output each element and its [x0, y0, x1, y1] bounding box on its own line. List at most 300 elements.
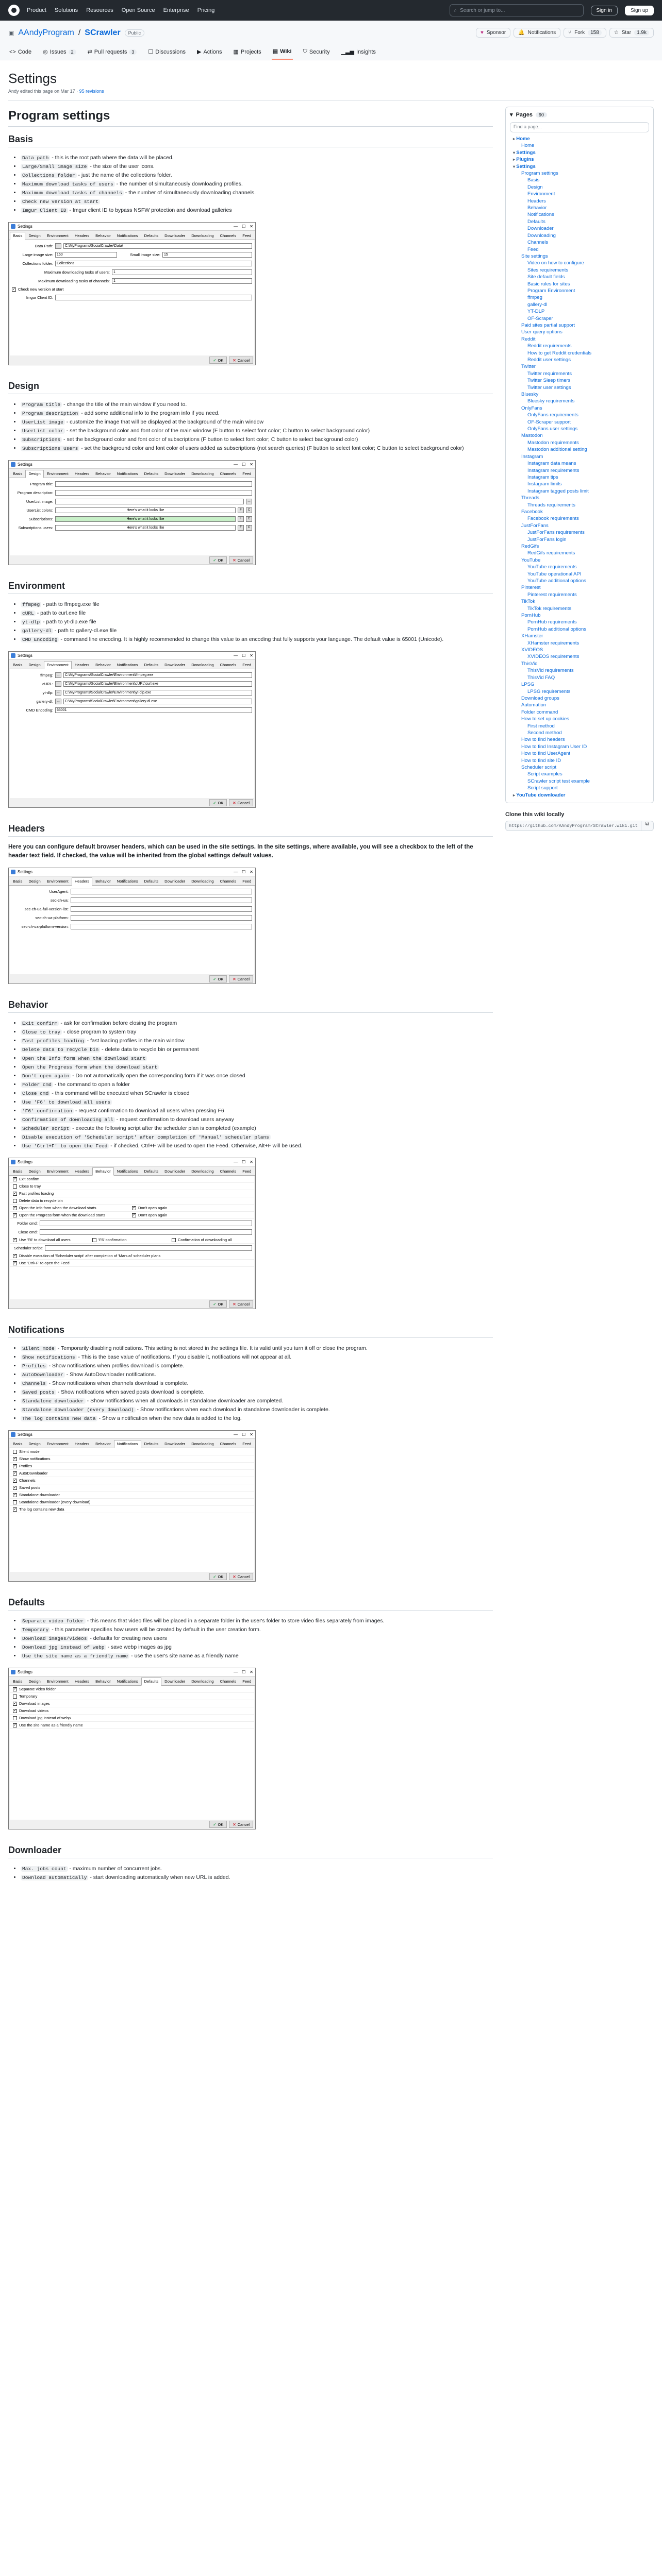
table-icon: ▦	[233, 49, 239, 55]
window-tab[interactable]: Channels	[220, 1442, 237, 1446]
list-item	[21, 1045, 493, 1054]
page-meta: Andy edited this page on Mar 17 · 95 revisions	[8, 89, 654, 100]
maximize-icon[interactable]: ☐	[242, 224, 246, 229]
window-tab[interactable]: Channels	[220, 663, 237, 667]
revisions-link[interactable]: 95 revisions	[79, 89, 104, 94]
window-tab[interactable]: Notifications	[117, 1169, 138, 1174]
tab-wiki[interactable]: ▤ Wiki	[272, 45, 293, 60]
check-version-checkbox[interactable]	[12, 287, 16, 292]
window-tab[interactable]: Environment	[46, 879, 69, 884]
list-item	[21, 1362, 493, 1370]
github-logo-icon[interactable]	[8, 5, 20, 16]
sidebar-page-link[interactable]: XHamster	[521, 633, 543, 639]
sidebar-page-link[interactable]: RedGifs requirements	[527, 550, 575, 556]
nav-resources[interactable]: Resources	[86, 7, 113, 13]
window-tab[interactable]: Notifications	[117, 879, 138, 884]
sidebar-page-link[interactable]: ▾ Settings	[510, 163, 649, 170]
window-tab[interactable]: Defaults	[144, 233, 159, 238]
sidebar-page-link[interactable]: YouTube operational API	[527, 571, 582, 577]
sidebar-page-link[interactable]: How to find Instagram User ID	[521, 743, 587, 750]
tab-pull-requests[interactable]: ⇄ Pull requests 3	[87, 45, 138, 60]
window-tab[interactable]: Behavior	[95, 663, 111, 667]
sidebar-page-link[interactable]: Behavior	[527, 205, 547, 211]
sidebar-page-link[interactable]: OnlyFans requirements	[527, 412, 578, 418]
repo-name-link[interactable]: SCrawler	[85, 28, 121, 37]
setting-name: yt-dlp	[21, 619, 41, 625]
list-item	[21, 1388, 493, 1397]
window-tab[interactable]: Design	[28, 663, 41, 667]
sidebar-page-link[interactable]: Twitter	[521, 364, 536, 370]
window-tab[interactable]: Behavior	[95, 879, 111, 884]
setting-name: Scheduler script	[21, 1126, 71, 1131]
sidebar-page-link[interactable]: Twitter Sleep timers	[527, 378, 571, 384]
sidebar-page-link[interactable]: Script support	[527, 785, 558, 791]
window-tab[interactable]: Headers	[74, 663, 90, 667]
sidebar-page-link[interactable]: Threads requirements	[527, 502, 575, 508]
sidebar-page-link[interactable]: Paid sites partial support	[521, 322, 575, 328]
setting-name: Use the site name as a friendly name	[21, 1653, 129, 1659]
window-tab[interactable]: Design	[28, 1442, 41, 1446]
window-tab[interactable]: Headers	[74, 233, 90, 238]
window-tab[interactable]: Defaults	[144, 879, 159, 884]
sidebar-page-link[interactable]: ffmpeg	[527, 295, 542, 301]
list-item	[21, 635, 493, 644]
sidebar-page-link[interactable]: YouTube requirements	[527, 564, 577, 570]
sidebar-page-link[interactable]: Automation	[521, 702, 547, 708]
setting-name: Silent mode	[21, 1346, 56, 1351]
imgur-field[interactable]	[55, 295, 252, 300]
setting-name: Maximum download tasks of channels	[21, 190, 124, 196]
window-tab[interactable]: Environment	[46, 1442, 69, 1446]
window-tab[interactable]: Defaults	[144, 471, 159, 476]
sidebar-page-link[interactable]: ThisVid	[521, 660, 538, 667]
sidebar-page-link[interactable]: Headers	[527, 198, 546, 204]
sidebar-page-link[interactable]: First method	[527, 723, 555, 729]
window-tab[interactable]: Basis	[13, 879, 23, 884]
window-tab[interactable]: Headers	[74, 471, 90, 476]
nav-pricing[interactable]: Pricing	[197, 7, 215, 13]
ytdlp-path-field[interactable]: C:\MyPrograms\SocialCrawler\Environment\yt-dlp.exe	[63, 690, 252, 696]
window-tab[interactable]: Downloader	[164, 663, 186, 667]
sidebar-page-link[interactable]: Sites requirements	[527, 267, 569, 273]
window-tab[interactable]: Feed	[242, 1679, 252, 1684]
headers-description: Here you can configure default browser headers, which can be used in the site settings. In the site settings, where available, you will see a checkbox to the left of the header text field. If checked, the value will be inherited from the global settings default values.	[8, 844, 473, 859]
play-icon: ▶	[196, 49, 202, 55]
pages-box: ▾ Pages 90 Find a page... ▸ Home Home ▾ Settings ▸ Plugins ▾ Settings Program settings Basis Design Environment Headers Behavior Notifications Defaults Downloader Downloading Channels Feed Site settings Video on how to configure Sites requirements Site default fields Basic rules for sites Program Environment ffmpeg gallery-dl YT-DLP OF-Scraper Paid sites partial support User query options Reddit Reddit requirements How to get Reddit credentials Reddit user settings Twitter Twitter requirements Twitter Sleep timers Twitter user settings Bluesky Bluesky requirements OnlyFans OnlyFans requirements OF-Scraper support OnlyFans user settings Mastodon Mastodon requirements Mastodon additional setting Instagram Instagram data means Instagram requirements Instagram tips Instagram limits Instagram tagged posts limit Threads Threads requirements Facebook Facebook requirements JustForFans JustForFans requirements JustForFans login RedGifs RedGifs requirements YouTube YouTube requirements YouTube operational API YouTube additional options Pinterest Pinterest requirements TikTok TikTok requirements PornHub PornHub requirements PornHub additional options XHamster XHamster requirements XVIDEOS XVIDEOS requirements ThisVid ThisVid requirements ThisVid FAQ LPSG LPSG requirements Download groups Automation Folder command How to set up cookies First method Second method How to find headers How to find Instagram User ID How to find UserAgent How to find site ID Scheduler script Script examples SCrawler script test example Script support ▸ YouTube downloader	[505, 107, 654, 803]
window-tab[interactable]: Environment	[46, 471, 69, 476]
repo-header: ▣ AAndyProgram / SCrawler Public ♥ Sponsor 🔔 Notifications ⑂ Fork 158 ☆ Star 1.9k <> Code ◎ Issues 2 ⇄ Pull requests 3 ☐ Discussions ▶ Actions ▦ Projects ▤ Wiki ⛉ Security ▁▃▅ Insights	[0, 21, 662, 60]
cmd-encoding-field[interactable]: 65001	[55, 707, 252, 713]
window-tab[interactable]: Downloading	[191, 233, 214, 238]
sidebar-page-link[interactable]: OnlyFans	[521, 405, 542, 411]
fork-button[interactable]: ⑂ Fork 158	[564, 28, 606, 38]
sec-ch-ua-platform-version-field[interactable]	[71, 924, 252, 929]
window-tab[interactable]: Downloading	[191, 1169, 214, 1174]
sidebar-page-link[interactable]: Bluesky requirements	[527, 398, 575, 404]
nav-open-source[interactable]: Open Source	[121, 7, 155, 13]
window-tab[interactable]: Behavior	[95, 1679, 111, 1684]
sidebar-page-link[interactable]: PornHub requirements	[527, 619, 577, 625]
window-tab[interactable]: Feed	[242, 1169, 252, 1174]
window-tab[interactable]: Notifications	[117, 1679, 138, 1684]
setting-description: - close program to system tray	[62, 1029, 137, 1035]
pull-request-icon: ⇄	[87, 49, 92, 55]
window-tab[interactable]: Defaults	[144, 663, 159, 667]
sidebar-page-link[interactable]: Notifications	[527, 212, 554, 218]
settings-window-environment: Settings — ☐ ✕ Basis Design Environment Headers Behavior Notifications Defaults Downloader Downloading Channels Feed ffmpeg: … C:\MyPrograms\SocialCrawler\Environment\ffmpeg.exe cURL: … C:\MyPrograms\SocialCrawler\Environment\cURL\curl.exe yt-dlp: … C:\MyPrograms\SocialCrawler\Environment\yt-dlp.exe gallery-dl: … C:\MyPrograms\SocialCrawler\Environment\gallery-dl.exe CMD Encoding: 65001 ✓ OK ✕ Cancel	[8, 651, 256, 808]
setting-name: Download automatically	[21, 1875, 88, 1880]
sidebar-page-link[interactable]: Instagram requirements	[527, 467, 580, 473]
window-tab[interactable]: Basis	[13, 663, 23, 667]
list-item	[21, 206, 493, 215]
sidebar-page-link[interactable]: Reddit requirements	[527, 343, 572, 349]
sidebar-page-link[interactable]: User query options	[521, 329, 562, 335]
chevron-down-icon[interactable]: ▾	[510, 112, 513, 118]
list-item	[21, 1634, 493, 1643]
window-tab[interactable]: Feed	[242, 233, 252, 238]
sidebar-page-link[interactable]: ThisVid requirements	[527, 668, 574, 674]
wiki-content	[8, 107, 493, 1889]
setting-description: - the number of simultaneously downloading profiles.	[114, 181, 243, 187]
basis-list	[8, 154, 493, 215]
sidebar-page-link[interactable]: Basis	[527, 177, 540, 183]
sidebar-page-link[interactable]: Scheduler script	[521, 764, 557, 770]
notifications-list	[8, 1344, 493, 1423]
window-tab[interactable]: Headers	[74, 1679, 90, 1684]
pages-list	[510, 135, 649, 799]
window-tab[interactable]: Environment	[46, 1679, 69, 1684]
window-tab[interactable]: Downloader	[164, 1169, 186, 1174]
sidebar-page-link[interactable]: OnlyFans user settings	[527, 426, 578, 432]
setting-name: Maximum download tasks of users	[21, 181, 115, 187]
sidebar-page-link[interactable]: Instagram tagged posts limit	[527, 488, 589, 494]
sidebar-page-link[interactable]: Downloading	[527, 232, 556, 239]
sidebar-page-link[interactable]: OF-Scraper	[527, 315, 553, 321]
setting-name: Don't open again	[21, 1073, 71, 1079]
sidebar-page-link[interactable]: SCrawler script test example	[527, 778, 590, 784]
sidebar-page-link[interactable]: ▾ Settings	[510, 149, 649, 156]
window-tab[interactable]: Behavior	[92, 1167, 114, 1176]
window-tab[interactable]: Downloading	[191, 1679, 214, 1684]
sidebar-page-link[interactable]: How to find UserAgent	[521, 751, 571, 757]
window-tab[interactable]: Behavior	[95, 233, 111, 238]
setting-description: - set the background color and font color of the main window (F button to select font color; C button to select background color)	[64, 428, 370, 434]
sidebar-page-link[interactable]: YT-DLP	[527, 309, 545, 315]
window-tab[interactable]: Basis	[10, 232, 25, 240]
sidebar-page-link[interactable]: How to find site ID	[521, 757, 561, 764]
useragent-field[interactable]	[71, 889, 252, 894]
list-item	[21, 1873, 493, 1882]
userlist-image-field[interactable]	[55, 499, 244, 504]
window-tab[interactable]: Notifications	[117, 233, 138, 238]
program-title-field[interactable]	[55, 481, 252, 487]
sidebar-page-link[interactable]: LPSG	[521, 682, 535, 688]
sidebar-page-link[interactable]: Program settings	[521, 171, 558, 177]
tab-issues[interactable]: ◎ Issues 2	[42, 45, 77, 60]
list-item	[21, 197, 493, 206]
sidebar-page-link[interactable]: How to set up cookies	[521, 716, 569, 722]
sidebar-page-link[interactable]: Environment	[527, 191, 555, 197]
sidebar-page-link[interactable]: Facebook	[521, 509, 543, 515]
window-tab[interactable]: Downloader	[164, 471, 186, 476]
setting-name: Download images/videos	[21, 1636, 88, 1641]
window-tab[interactable]: Design	[25, 470, 43, 478]
tab-code[interactable]: <> Code	[9, 48, 32, 55]
list-item	[21, 418, 493, 427]
window-tab[interactable]: Channels	[220, 471, 237, 476]
sidebar-page-link[interactable]: Mastodon	[521, 433, 543, 439]
max-users-field[interactable]: 1	[112, 269, 252, 275]
window-tab[interactable]: Headers	[72, 877, 92, 886]
sidebar-page-link[interactable]: Mastodon requirements	[527, 439, 579, 446]
repo-icon: ▣	[8, 29, 14, 37]
sidebar-page-link[interactable]: TikTok requirements	[527, 605, 572, 612]
sidebar-page-link[interactable]: Folder command	[521, 709, 558, 715]
window-tab[interactable]: Defaults	[144, 1442, 159, 1446]
setting-name: Program title	[21, 402, 62, 408]
sec-ch-ua-full-field[interactable]	[71, 906, 252, 912]
sidebar-page-link[interactable]: JustForFans	[521, 522, 549, 529]
sidebar-page-link[interactable]: XVIDEOS	[521, 647, 543, 653]
tab-actions[interactable]: ▶ Actions	[196, 48, 222, 55]
setting-description: - this is the root path where the data will be placed.	[50, 155, 174, 161]
sidebar-page-link[interactable]: ▸ YouTube downloader	[510, 792, 649, 799]
sidebar-page-link[interactable]: Reddit	[521, 336, 536, 342]
clone-url-field[interactable]: https://github.com/AAndyProgram/SCrawler.wiki.git	[505, 821, 641, 831]
window-tab[interactable]: Notifications	[114, 1440, 141, 1448]
sidebar-page-link[interactable]: YouTube additional options	[527, 578, 586, 584]
sidebar-page-link[interactable]: LPSG requirements	[527, 688, 571, 694]
tab-projects[interactable]: ▦ Projects	[233, 48, 261, 55]
sidebar-page-link[interactable]: How to get Reddit credentials	[527, 350, 592, 356]
list-item	[21, 1054, 493, 1063]
window-tab[interactable]: Design	[28, 1169, 41, 1174]
repo-owner-link[interactable]: AAndyProgram	[18, 28, 74, 37]
window-tab[interactable]: Downloader	[164, 1442, 186, 1446]
sidebar-page-link[interactable]: Video on how to configure	[527, 260, 584, 266]
setting-description: - delete data to recycle bin or permanent	[100, 1046, 199, 1053]
sidebar-page-link[interactable]: Channels	[527, 240, 549, 246]
max-channels-field[interactable]: 1	[112, 278, 252, 284]
sidebar-page-link[interactable]: Pinterest	[521, 585, 541, 591]
setting-description: - Show notifications when profiles download is complete.	[47, 1363, 185, 1369]
window-tab[interactable]: Feed	[242, 663, 252, 667]
list-item	[21, 1142, 493, 1150]
sign-in-button[interactable]: Sign in	[591, 6, 618, 15]
window-tab[interactable]: Basis	[13, 1169, 23, 1174]
setting-name: Show notifications	[21, 1354, 77, 1360]
setting-name: Download jpg instead of webp	[21, 1645, 106, 1650]
gallery-dl-path-field[interactable]: C:\MyPrograms\SocialCrawler\Environment\gallery-dl.exe	[63, 699, 252, 704]
sidebar-page-link[interactable]: ▸ Home	[510, 135, 649, 142]
sidebar-page-link[interactable]: Site default fields	[527, 274, 565, 280]
find-page-input[interactable]: Find a page...	[510, 122, 649, 132]
window-tab[interactable]: Channels	[220, 233, 237, 238]
sidebar-page-link[interactable]: PornHub	[521, 613, 541, 619]
sidebar-page-link[interactable]: Downloader	[527, 226, 554, 232]
sidebar-page-link[interactable]: ThisVid FAQ	[527, 674, 555, 681]
sidebar-page-link[interactable]: Instagram tips	[527, 474, 558, 480]
window-tab[interactable]: Downloading	[191, 879, 214, 884]
window-tab[interactable]: Design	[28, 879, 41, 884]
search-icon: ⌕	[454, 7, 457, 13]
sidebar-page-link[interactable]: PornHub additional options	[527, 626, 587, 632]
minimize-icon[interactable]: —	[234, 224, 238, 229]
list-item	[21, 1370, 493, 1379]
close-icon[interactable]: ✕	[250, 224, 253, 229]
list-item	[21, 154, 493, 162]
settings-window-defaults: Settings — ☐ ✕ Basis Design Environment Headers Behavior Notifications Defaults Downloader Downloading Channels Feed ✓ Separate video folder Temporary ✓ Download images ✓ Download videos Download jpg instead of webp ✓ Use the site name as a friendly name ✓ OK ✕ Cancel	[8, 1668, 256, 1829]
window-tab[interactable]: Environment	[44, 661, 72, 669]
window-tab[interactable]: Downloading	[191, 663, 214, 667]
window-tab[interactable]: Feed	[242, 471, 252, 476]
list-item	[21, 171, 493, 180]
sidebar-page-link[interactable]: JustForFans requirements	[527, 530, 585, 536]
window-tab[interactable]: Behavior	[95, 471, 111, 476]
sec-ch-ua-field[interactable]	[71, 897, 252, 903]
ok-button[interactable]: ✓ OK	[209, 357, 227, 364]
list-item	[21, 1133, 493, 1142]
setting-name: cURL	[21, 611, 36, 616]
window-tab[interactable]: Headers	[74, 1442, 90, 1446]
tab-security[interactable]: ⛉ Security	[303, 48, 330, 55]
window-tab[interactable]: Environment	[46, 233, 69, 238]
sidebar-page-link[interactable]: Bluesky	[521, 392, 539, 398]
sidebar-page-link[interactable]: Twitter requirements	[527, 370, 572, 377]
sidebar-page-link[interactable]: How to find headers	[521, 737, 565, 743]
sidebar-page-link[interactable]: Pinterest requirements	[527, 591, 577, 598]
sidebar-page-link[interactable]: Reddit user settings	[527, 357, 571, 363]
sidebar-page-link[interactable]: Second method	[527, 730, 562, 736]
program-description-field[interactable]	[55, 490, 252, 496]
sidebar-page-link[interactable]: Instagram data means	[527, 461, 576, 467]
window-tab[interactable]: Channels	[220, 879, 237, 884]
sidebar-page-link[interactable]: OF-Scraper support	[527, 419, 571, 425]
window-tab[interactable]: Notifications	[117, 663, 138, 667]
sidebar-page-link[interactable]: Site settings	[521, 253, 548, 259]
list-item	[21, 1115, 493, 1124]
setting-description: - if checked, Ctrl+F will be used to open the Feed. Otherwise, Alt+F will be used.	[109, 1143, 303, 1149]
heading-environment: Environment	[8, 581, 493, 594]
window-tab[interactable]: Feed	[242, 879, 252, 884]
setting-name: Disable execution of 'Scheduler script' after completion of 'Manual' scheduler plans	[21, 1134, 271, 1140]
sidebar-page-link[interactable]: RedGifs	[521, 543, 539, 549]
window-tab[interactable]: Downloader	[164, 879, 186, 884]
window-tab[interactable]: Downloader	[164, 1679, 186, 1684]
setting-description: - customize the image that will be displayed at the background of the main window	[64, 419, 264, 425]
window-tab[interactable]: Basis	[13, 1679, 23, 1684]
star-button[interactable]: ☆ Star 1.9k	[609, 28, 654, 38]
sidebar-page-link[interactable]: XHamster requirements	[527, 640, 580, 646]
sidebar-page-link[interactable]: Home	[521, 143, 535, 149]
sidebar-page-link[interactable]: JustForFans login	[527, 536, 567, 543]
sidebar-page-link[interactable]: Basic rules for sites	[527, 281, 570, 287]
sidebar-page-link[interactable]: Defaults	[527, 218, 545, 225]
window-tab[interactable]: Behavior	[95, 1442, 111, 1446]
collections-field[interactable]: Collections	[55, 261, 252, 266]
tab-discussions[interactable]: ☐ Discussions	[148, 48, 186, 55]
sidebar-page-link[interactable]: Download groups	[521, 695, 559, 701]
setting-description: - Show notifications when saved posts download is complete.	[56, 1389, 205, 1395]
sidebar-page-link[interactable]: Program Environment	[527, 287, 575, 294]
copy-icon[interactable]: ⧉	[641, 821, 654, 831]
window-tab[interactable]: Feed	[242, 1442, 252, 1446]
nav-product[interactable]: Product	[27, 7, 46, 13]
window-tab[interactable]: Design	[28, 1679, 41, 1684]
sign-up-button[interactable]: Sign up	[625, 6, 654, 15]
sidebar-page-link[interactable]: Instagram limits	[527, 481, 562, 487]
sidebar-page-link[interactable]: Instagram	[521, 453, 543, 460]
sidebar-page-link[interactable]: ▸ Plugins	[510, 156, 649, 163]
sidebar-page-link[interactable]: Mastodon additional setting	[527, 447, 587, 453]
window-tab[interactable]: Downloading	[191, 471, 214, 476]
window-tab[interactable]: Basis	[13, 471, 23, 476]
notifications-button[interactable]: 🔔 Notifications	[514, 28, 560, 38]
window-tab[interactable]: Environment	[46, 1169, 69, 1174]
list-item	[21, 409, 493, 418]
nav-solutions[interactable]: Solutions	[54, 7, 78, 13]
window-tab[interactable]: Defaults	[144, 1169, 159, 1174]
setting-description: - request confirmation to download all users when pressing F6	[73, 1108, 224, 1114]
sidebar-page-link[interactable]: gallery-dl	[527, 301, 548, 308]
sidebar-page-link[interactable]: YouTube	[521, 557, 541, 563]
window-tab[interactable]: Notifications	[117, 471, 138, 476]
window-tab[interactable]: Channels	[220, 1169, 237, 1174]
sidebar-page-link[interactable]: Threads	[521, 495, 539, 501]
setting-description: - the command to open a folder	[53, 1081, 130, 1088]
window-tab[interactable]: Downloader	[164, 233, 186, 238]
ffmpeg-path-field[interactable]: C:\MyPrograms\SocialCrawler\Environment\ffmpeg.exe	[63, 672, 252, 678]
setting-name: Use 'Ctrl+F' to open the Feed	[21, 1143, 109, 1149]
nav-enterprise[interactable]: Enterprise	[163, 7, 189, 13]
sidebar-page-link[interactable]: Design	[527, 184, 543, 190]
sponsor-button[interactable]: ♥ Sponsor	[476, 28, 510, 38]
tab-insights[interactable]: ▁▃▅ Insights	[341, 48, 376, 55]
sidebar-page-link[interactable]: XVIDEOS requirements	[527, 654, 580, 660]
window-tab[interactable]: Headers	[74, 1169, 90, 1174]
list-item	[21, 1080, 493, 1089]
sidebar-page-link[interactable]: Feed	[527, 246, 539, 252]
heading-headers: Headers	[8, 823, 493, 837]
window-tab[interactable]: Defaults	[141, 1677, 162, 1686]
global-search-input[interactable]: ⌕ Search or jump to...	[450, 4, 584, 16]
window-tab[interactable]: Design	[28, 233, 41, 238]
list-item	[21, 400, 493, 409]
window-tab[interactable]: Downloading	[191, 1442, 214, 1446]
behavior-list	[8, 1019, 493, 1150]
setting-name: Standalone downloader	[21, 1398, 86, 1404]
sidebar-page-link[interactable]: Script examples	[527, 771, 562, 777]
window-tab[interactable]: Basis	[13, 1442, 23, 1446]
large-size-field[interactable]: 150	[55, 252, 117, 258]
setting-name: Large/Small image size	[21, 164, 88, 170]
window-tab[interactable]: Channels	[220, 1679, 237, 1684]
data-path-field[interactable]: C:\MyPrograms\SocialCrawler\Data\	[63, 243, 252, 249]
setting-description: - set the background color and font color of users added as subscriptions (not search queries) (F button to select font color; C button to select background color)	[79, 445, 464, 451]
wiki-sidebar	[505, 107, 654, 1889]
sidebar-page-link[interactable]: Twitter user settings	[527, 384, 571, 391]
cancel-button[interactable]: ✕ Cancel	[229, 357, 253, 364]
sec-ch-ua-platform-field[interactable]	[71, 915, 252, 921]
sidebar-page-link[interactable]: TikTok	[521, 599, 536, 605]
curl-path-field[interactable]: C:\MyPrograms\SocialCrawler\Environment\cURL\curl.exe	[63, 681, 252, 687]
sidebar-page-link[interactable]: Facebook requirements	[527, 516, 579, 522]
setting-description: - this parameter specifies how users will be created by default in the user creation form.	[50, 1626, 261, 1633]
issue-icon: ◎	[43, 49, 48, 55]
setting-description: - Show notifications when each download in standalone downloader is complete.	[135, 1406, 330, 1413]
small-size-field[interactable]: 15	[162, 252, 252, 258]
setting-name: gallery-dl	[21, 628, 53, 634]
